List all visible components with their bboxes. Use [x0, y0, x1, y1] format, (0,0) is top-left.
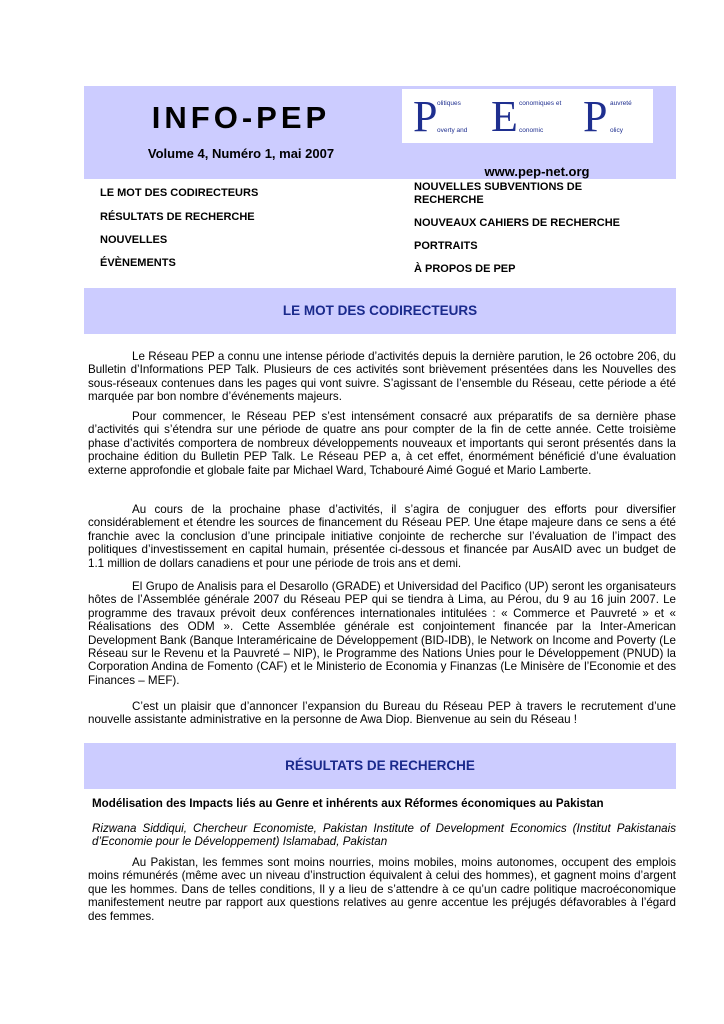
- section-header-resultats: [84, 743, 676, 789]
- toc-item-evenements[interactable]: ÉVÈNEMENTS: [100, 257, 176, 269]
- logo-word-economiques: conomiques et: [519, 100, 562, 107]
- body-paragraph: Pour commencer, le Réseau PEP s’est intensément consacré aux préparatifs de sa dernière phase d’activités qui s’étendra sur une période de quatre ans pour compter de la fin de cette année. Cette troisième phase d’activités comportera de nombreux développements nouveaux et importants qui seront présentés dans la prochaine édition du Bulletin PEP Talk. Le Réseau PEP a, à cet effet, énormément bénéficié d’une évaluation externe approfondie et globale faite par Michael Ward, Tchabouré Aimé Gogué et Mario Lamberte.: [88, 410, 676, 477]
- logo-letter-p2: P: [583, 92, 608, 141]
- logo-word-politiques: olitiques: [437, 100, 461, 107]
- issue-volume: Volume 4, Numéro 1, mai 2007: [147, 146, 335, 161]
- toc-item-nouvelles[interactable]: NOUVELLES: [100, 234, 168, 246]
- logo-word-poverty: overty and: [437, 127, 468, 134]
- body-paragraph: C’est un plaisir que d’annoncer l’expansion du Bureau du Réseau PEP à travers le recrutement d’une nouvelle assistante administrative en la personne de Awa Diop. Bienvenue au sein du Réseau !: [88, 700, 676, 727]
- body-paragraph: El Grupo de Analisis para el Desarollo (GRADE) et Universidad del Pacifico (UP) seront les organisateurs hôtes de l’Assemblée générale 2007 du Réseau PEP qui se tiendra à Lima, au Pérou, du 9 au 16 juin 2007. Le programme des travaux prévoit deux conférences internationales intitulées : « Commerce et Pauvreté » et « Réalisations des ODM ». Cette Assemblée générale est conjointement financée par la Inter-American Development Bank (Banque Interaméricaine de Développement (BID-IDB), le Network on Income and Poverty (Le Réseau sur le Revenu et la Pauvreté – NIP), le Programme des Nations Unies pour le Développement (PNUD) la Corporation Andina de Fomento (CAF) et le Ministerio de Economia y Finanzas (Le Minisère de l’Economie et des Finances – MEF).: [88, 580, 676, 687]
- logo-word-economic: conomic: [519, 127, 544, 134]
- masthead-title-panel: [84, 86, 398, 179]
- logo-letter-p1: P: [413, 92, 438, 141]
- logo-letter-e: E: [491, 92, 518, 141]
- toc-item-cahiers[interactable]: NOUVEAUX CAHIERS DE RECHERCHE: [414, 217, 620, 229]
- body-paragraph: Le Réseau PEP a connu une intense période d’activités depuis la dernière parution, le 26 octobre 206, du Bulletin d’Informations PEP Talk. Plusieurs de ces activités sont brièvement présentées dans les Nouvelles des sous-réseaux contenues dans les pages qui vont suivre. S’agissant de l’ensemble du Réseau, cette période a été marquée par bon nombre d’événements majeurs.: [88, 350, 676, 404]
- newsletter-title: INFO-PEP: [151, 100, 331, 135]
- toc-item-resultats[interactable]: RÉSULTATS DE RECHERCHE: [100, 211, 255, 223]
- website-url[interactable]: www.pep-net.org: [484, 164, 590, 179]
- toc-item-portraits[interactable]: PORTRAITS: [414, 240, 478, 252]
- toc-item-a-propos[interactable]: À PROPOS DE PEP: [414, 263, 516, 275]
- article-title: Modélisation des Impacts liés au Genre et inhérents aux Réformes économiques au Pakistan: [92, 797, 604, 810]
- toc-item-subventions[interactable]: NOUVELLES SUBVENTIONS DE RECHERCHE: [414, 181, 583, 206]
- article-author: Rizwana Siddiqui, Chercheur Economiste, Pakistan Institute of Development Economics (Institut Pakistanais d’Economie pour le Développement) Islamabad, Pakistan: [92, 822, 676, 849]
- body-paragraph: Au cours de la prochaine phase d’activités, il s’agira de conjuguer des efforts pour diversifier considérablement et étendre les sources de financement du Réseau PEP. Une étape majeure dans ce sens a été franchie avec la conclusion d’une principale initiative conjointe de recherche sur l’évaluation de l’impact des politiques d’investissement en capital humain, présentée ci-dessous et financée par AusAID avec un budget de 1.1 million de dollars canadiens et pour une période de trois ans et demi.: [88, 503, 676, 570]
- table-of-contents: [84, 179, 676, 285]
- pep-logo: [402, 89, 653, 143]
- masthead-logo-panel: [398, 86, 676, 179]
- body-paragraph: Au Pakistan, les femmes sont moins nourries, moins mobiles, moins autonomes, occupent des emplois moins rémunérés (même avec un niveau d’instruction équivalent à celui des hommes), et gagnent moins d’argent que les hommes. Dans de telles conditions, Il y a lieu de s’attendre à ce qu’un cadre politique macroéconomique manifestement neutre par rapport aux questions relatives au genre accentue les préjugés défavorables à l’égard des femmes.: [88, 856, 676, 923]
- logo-word-policy: olicy: [610, 127, 624, 134]
- logo-word-pauvrete: auvreté: [610, 100, 632, 107]
- section-title: RÉSULTATS DE RECHERCHE: [285, 758, 475, 773]
- section-title: LE MOT DES CODIRECTEURS: [282, 303, 478, 318]
- section-header-mot-codirecteurs: [84, 288, 676, 334]
- toc-item-mot-codirecteurs[interactable]: LE MOT DES CODIRECTEURS: [100, 187, 259, 199]
